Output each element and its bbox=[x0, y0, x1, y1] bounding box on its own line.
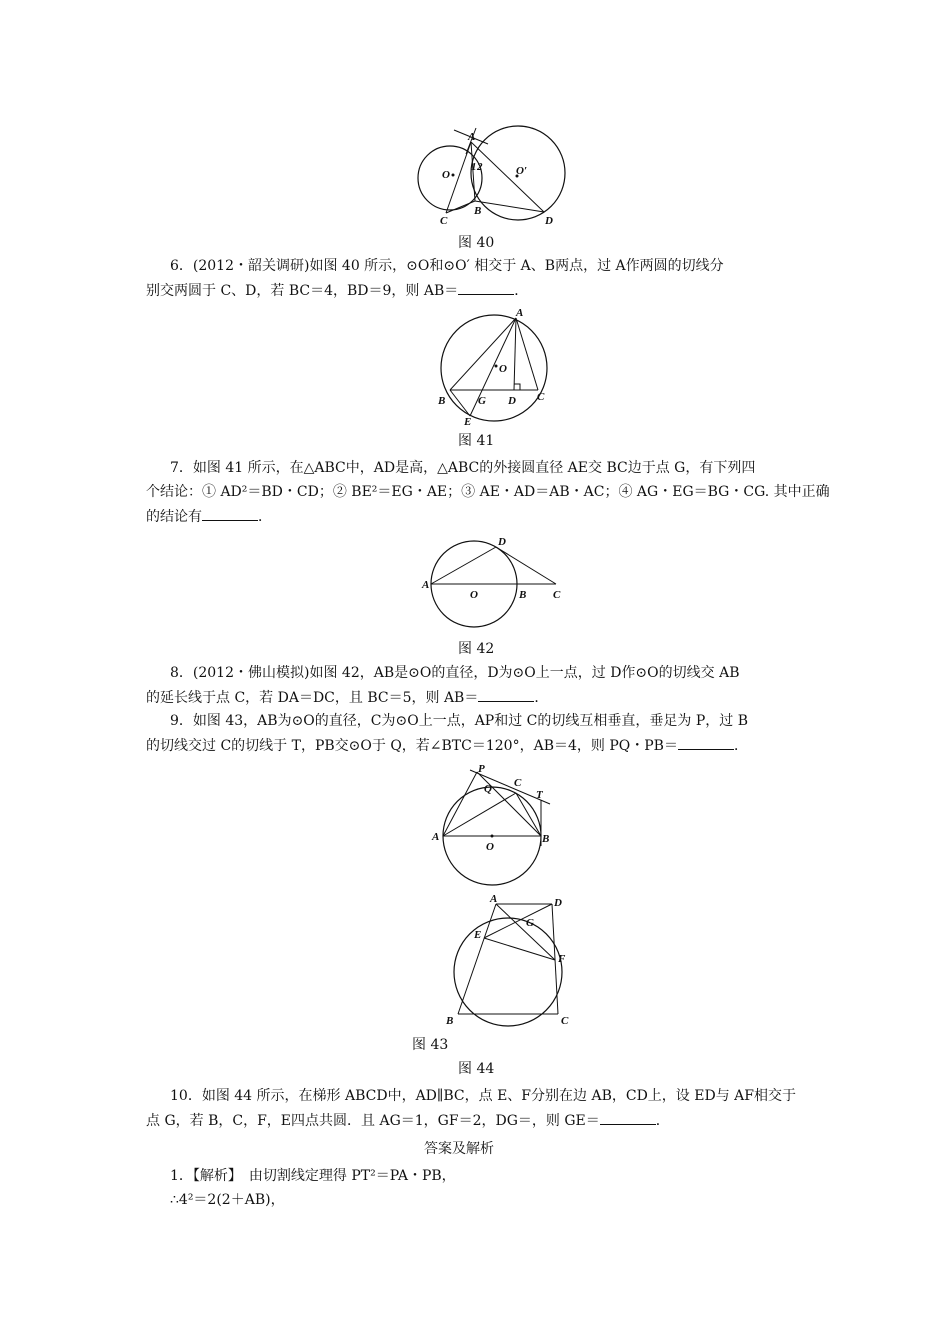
figure-43 bbox=[430, 760, 560, 888]
figure-40-caption: 图 40 bbox=[458, 235, 495, 251]
figure-41 bbox=[434, 308, 554, 426]
figure-41-caption: 图 41 bbox=[458, 433, 495, 449]
problem-6-line-2: 别交两圆于 C、D，若 BC＝4，BD＝9，则 AB＝ ． bbox=[146, 280, 528, 301]
fig42-label-O: O bbox=[470, 589, 478, 601]
fig40-label-C: C bbox=[440, 215, 448, 227]
fig40-label-O: O bbox=[442, 169, 450, 181]
problem-8-line-2: 的延长线于点 C，若 DA＝DC，且 BC＝5，则 AB＝ ． bbox=[146, 687, 548, 708]
figure-44 bbox=[440, 892, 580, 1028]
fig40-label-2: 2 bbox=[477, 161, 483, 173]
fig44-label-F: F bbox=[558, 953, 566, 965]
fig44-label-B: B bbox=[446, 1015, 454, 1027]
problem-8-line-1: 8．(2012・佛山模拟)如图 42，AB是⊙O的直径，D为⊙O上一点，过 D作⊙O的切线交 AB bbox=[170, 665, 740, 681]
fig42-label-D: D bbox=[498, 536, 506, 548]
fig43-label-B: B bbox=[542, 833, 550, 845]
problem-7-line-3: 的结论有 ． bbox=[146, 506, 272, 527]
fig43-label-A: A bbox=[432, 831, 440, 843]
fig41-label-B: B bbox=[438, 395, 446, 407]
fig43-label-O: O bbox=[486, 841, 494, 853]
fig42-label-A: A bbox=[422, 579, 430, 591]
figure-42-caption: 图 42 bbox=[458, 641, 495, 657]
problem-7-line-1: 7．如图 41 所示，在△ABC中，AD是高，△ABC的外接圆直径 AE交 BC边于点 G，有下列四 bbox=[170, 460, 756, 476]
problem-9-line-2: 的切线交过 C的切线于 T，PB交⊙O于 Q，若∠BTC＝120°，AB＝4，则 PQ・PB＝ ． bbox=[146, 735, 748, 756]
fig44-label-E: E bbox=[474, 929, 482, 941]
fig41-label-A: A bbox=[516, 308, 524, 319]
problem-9-line-1: 9．如图 43，AB为⊙O的直径，C为⊙O上一点，AP和过 C的切线互相垂直，垂足为 P，过 B bbox=[170, 713, 748, 729]
fig41-label-C: C bbox=[537, 391, 545, 403]
figure-42-diagram bbox=[420, 532, 570, 632]
answer-1-line-2: ∴4²＝2(2＋AB)， bbox=[170, 1192, 285, 1208]
fig41-label-D: D bbox=[508, 395, 516, 407]
answer-blank-7[interactable] bbox=[202, 506, 258, 521]
figure-42 bbox=[420, 532, 570, 632]
answer-1-line-1: 1．【解析】 由切割线定理得 PT²＝PA・PB， bbox=[170, 1168, 456, 1184]
answer-blank-6[interactable] bbox=[458, 280, 514, 295]
problem-7-line-2: 个结论：① AD²＝BD・CD；② BE²＝EG・AE；③ AE・AD＝AB・AC；④ AG・EG＝BG・CG. 其中正确 bbox=[146, 484, 830, 500]
figure-41-diagram bbox=[434, 308, 554, 426]
fig40-label-D: D bbox=[545, 215, 553, 227]
fig43-label-Q: Q bbox=[484, 783, 492, 795]
fig44-label-D: D bbox=[554, 897, 562, 909]
fig40-label-A: A bbox=[468, 131, 476, 143]
fig43-label-P: P bbox=[478, 763, 485, 775]
fig44-label-G: G bbox=[526, 917, 534, 929]
answer-blank-9[interactable] bbox=[678, 735, 734, 750]
figure-44-caption: 图 44 bbox=[458, 1061, 495, 1077]
fig41-label-E: E bbox=[464, 416, 472, 426]
answers-heading: 答案及解析 bbox=[424, 1141, 494, 1157]
figure-43-diagram bbox=[430, 760, 560, 888]
fig44-label-C: C bbox=[561, 1015, 569, 1027]
problem-6-line-1: 6．(2012・韶关调研)如图 40 所示，⊙O和⊙O′ 相交于 A、B两点，过 A作两圆的切线分 bbox=[170, 258, 724, 274]
answer-blank-8[interactable] bbox=[478, 687, 534, 702]
fig41-label-G: G bbox=[478, 395, 486, 407]
answer-blank-10[interactable] bbox=[600, 1110, 656, 1125]
fig43-label-C: C bbox=[514, 777, 522, 789]
fig40-label-1: 1 bbox=[471, 161, 477, 173]
figure-40 bbox=[408, 118, 578, 230]
fig42-label-B: B bbox=[519, 589, 527, 601]
fig41-label-O: O bbox=[499, 363, 507, 375]
figure-43-caption: 图 43 bbox=[412, 1037, 449, 1053]
problem-10-line-2: 点 G，若 B，C，F，E四点共圆．且 AG＝1，GF＝2，DG＝，则 GE＝ ． bbox=[146, 1110, 670, 1131]
figure-40-diagram bbox=[408, 118, 578, 230]
figure-44-diagram bbox=[440, 892, 580, 1028]
fig43-label-T: T bbox=[536, 789, 543, 801]
fig40-label-B: B bbox=[474, 205, 482, 217]
fig44-label-A: A bbox=[490, 893, 498, 905]
fig42-label-C: C bbox=[553, 589, 561, 601]
problem-10-line-1: 10．如图 44 所示，在梯形 ABCD中，AD∥BC，点 E、F分别在边 AB，CD上，设 ED与 AF相交于 bbox=[170, 1088, 796, 1104]
fig40-label-O-prime: O′ bbox=[516, 165, 528, 177]
